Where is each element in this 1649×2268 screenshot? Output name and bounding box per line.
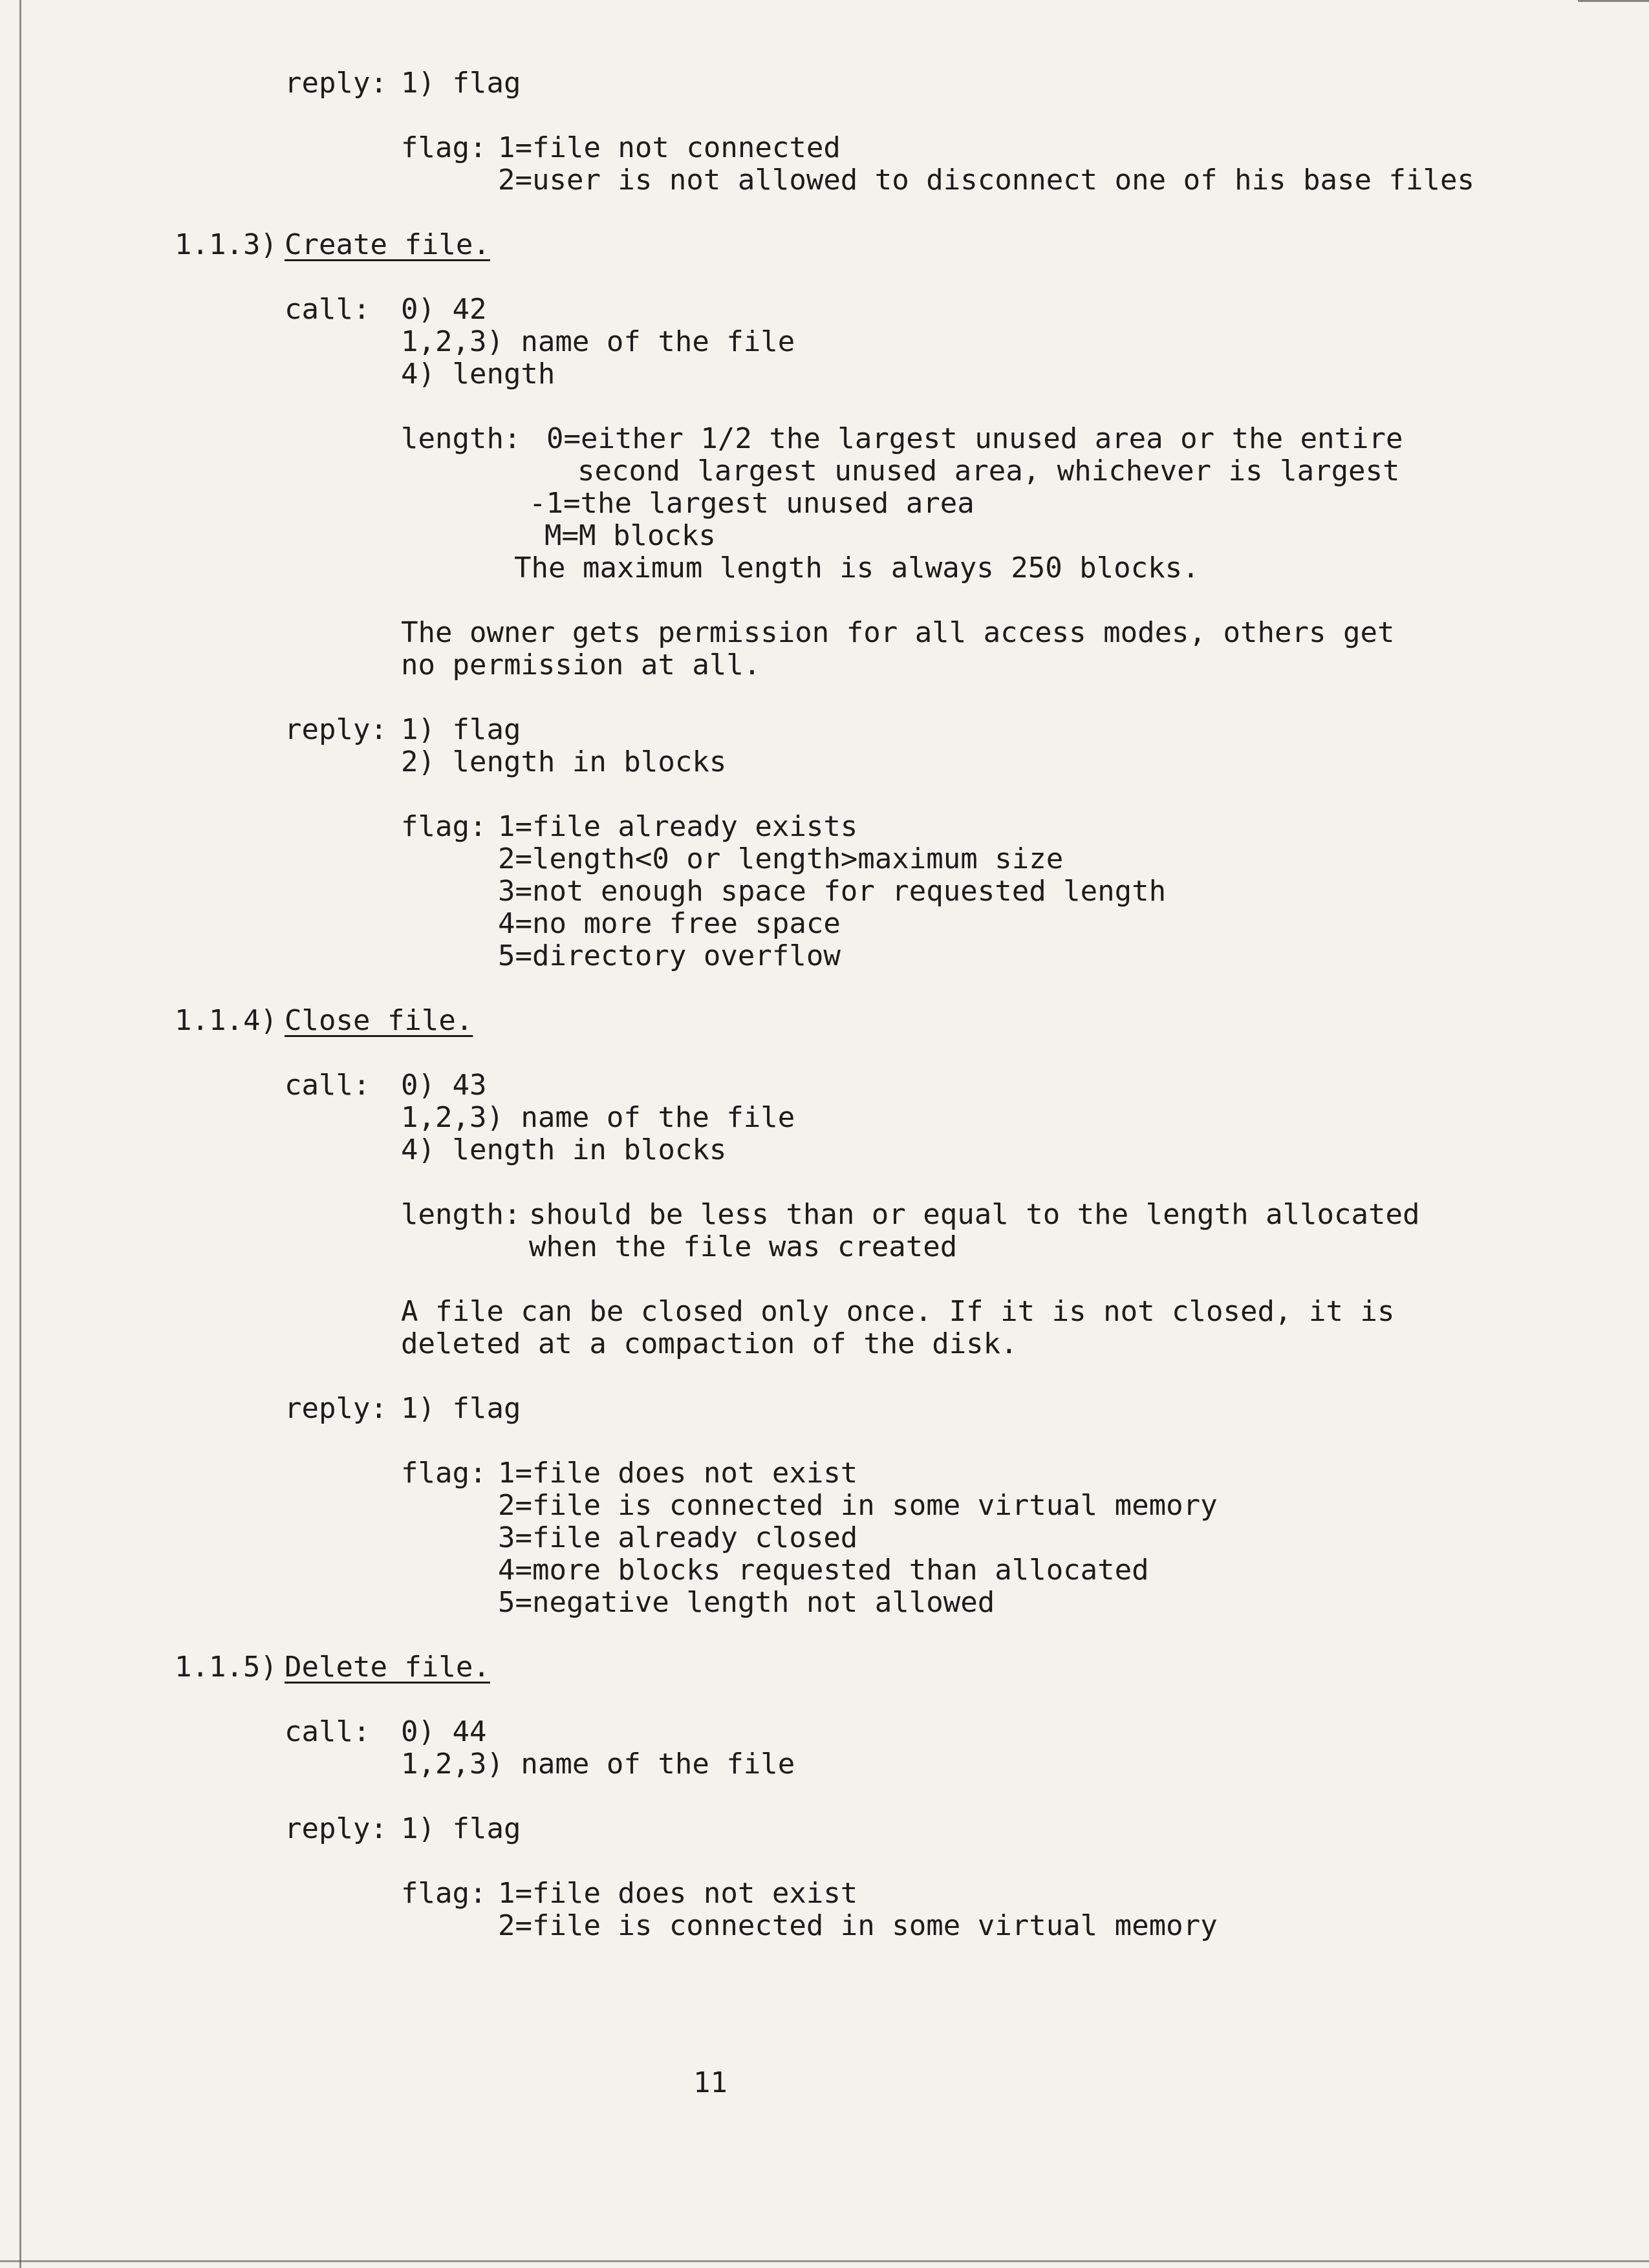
page-number: 11 — [693, 2066, 727, 2099]
call-item: 0) 44 — [401, 1715, 487, 1748]
flag-label: flag: — [401, 1457, 487, 1490]
reply-label: reply: — [285, 1812, 387, 1845]
length-label: length: — [401, 1198, 521, 1231]
section-title: Delete file. — [285, 1651, 490, 1684]
call-label: call: — [285, 1715, 371, 1748]
page-edge-top — [1578, 0, 1649, 2]
flag-item: 4=more blocks requested than allocated — [498, 1554, 1149, 1587]
section-title: Create file. — [285, 228, 490, 261]
call-item: 1,2,3) name of the file — [401, 1101, 795, 1134]
length-item: 0=either 1/2 the largest unused area or the entire — [546, 422, 1403, 455]
page-edge-left — [19, 0, 21, 2268]
paragraph-line: deleted at a compaction of the disk. — [401, 1327, 1018, 1360]
flag-item: 3=file already closed — [498, 1521, 858, 1554]
flag-item: 2=length<0 or length>maximum size — [498, 842, 1064, 875]
flag-item: 5=negative length not allowed — [498, 1586, 995, 1619]
reply-label: reply: — [285, 713, 387, 746]
paragraph-line: A file can be closed only once. If it is not closed, it is — [401, 1295, 1395, 1328]
flag-item: 1=file not connected — [498, 131, 841, 164]
length-label: length: — [401, 422, 521, 455]
flag-item: 2=file is connected in some virtual memory — [498, 1909, 1218, 1942]
reply-label: reply: — [285, 67, 387, 100]
section-number: 1.1.4) — [175, 1004, 277, 1037]
call-item: 4) length in blocks — [401, 1133, 727, 1166]
flag-item: 4=no more free space — [498, 907, 841, 940]
flag-label: flag: — [401, 810, 487, 843]
length-item: -1=the largest unused area — [529, 487, 975, 520]
reply-item: 1) flag — [401, 1812, 521, 1845]
paragraph-line: no permission at all. — [401, 648, 761, 681]
call-label: call: — [285, 1069, 371, 1102]
flag-item: 1=file already exists — [498, 810, 858, 843]
flag-label: flag: — [401, 1877, 487, 1910]
length-item-continued: second largest unused area, whichever is largest — [577, 455, 1400, 487]
flag-item: 2=file is connected in some virtual memory — [498, 1489, 1218, 1522]
flag-item: 2=user is not allowed to disconnect one of his base files — [498, 164, 1474, 197]
call-item: 1,2,3) name of the file — [401, 325, 795, 358]
call-item: 0) 43 — [401, 1069, 487, 1102]
reply-label: reply: — [285, 1392, 387, 1425]
call-label: call: — [285, 293, 371, 326]
flag-label: flag: — [401, 131, 487, 164]
paragraph-line: The owner gets permission for all access modes, others get — [401, 616, 1395, 649]
length-description-continued: when the file was created — [529, 1230, 958, 1263]
section-title: Close file. — [285, 1004, 473, 1037]
max-length-note: The maximum length is always 250 blocks. — [514, 551, 1200, 584]
reply-item: 1) flag — [401, 1392, 521, 1425]
flag-item: 3=not enough space for requested length — [498, 875, 1167, 908]
call-item: 4) length — [401, 358, 555, 390]
flag-item: 1=file does not exist — [498, 1877, 858, 1910]
length-item: M=M blocks — [544, 519, 716, 552]
reply-item: 1) flag — [401, 713, 521, 746]
flag-item: 1=file does not exist — [498, 1457, 858, 1490]
length-description: should be less than or equal to the length allocated — [529, 1198, 1420, 1231]
page-edge-bottom — [0, 2260, 1649, 2262]
section-number: 1.1.3) — [175, 228, 277, 261]
reply-item: 1) flag — [401, 67, 521, 100]
section-number: 1.1.5) — [175, 1651, 277, 1684]
reply-item: 2) length in blocks — [401, 745, 727, 778]
call-item: 1,2,3) name of the file — [401, 1748, 795, 1781]
call-item: 0) 42 — [401, 293, 487, 326]
flag-item: 5=directory overflow — [498, 939, 841, 972]
